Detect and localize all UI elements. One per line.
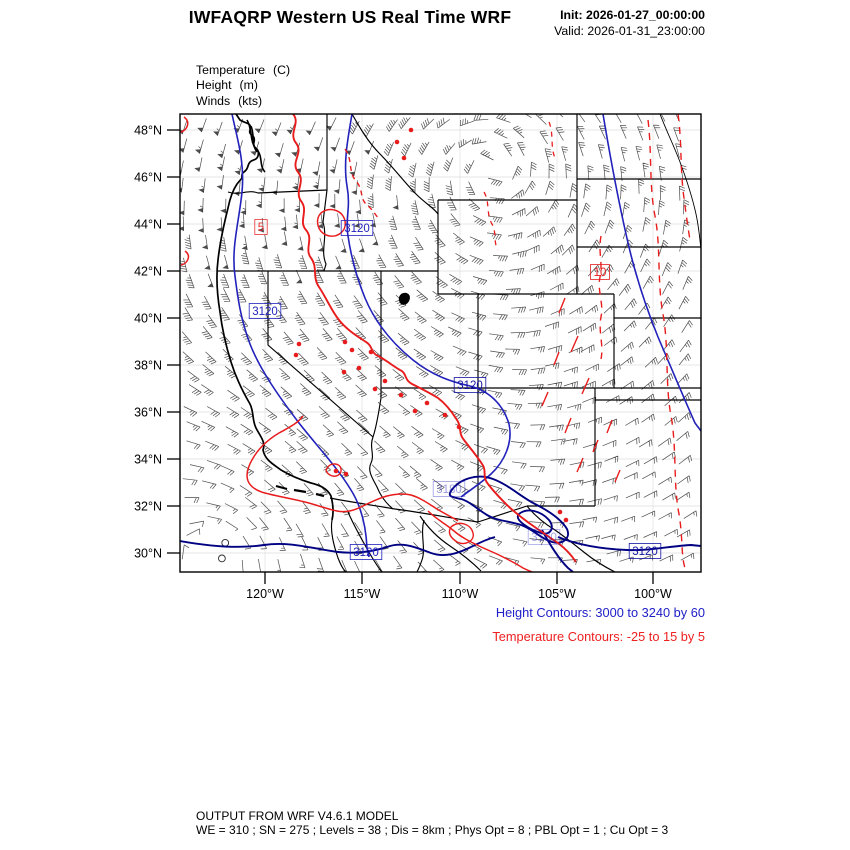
height-contour (471, 537, 495, 547)
temperature-contour (549, 122, 555, 158)
state-border (373, 388, 381, 437)
lon-tick-label: 105°W (538, 587, 576, 601)
temperature-contour-dot (425, 401, 430, 406)
init-time: Init: 2026-01-27_00:00:00 (560, 8, 705, 22)
page-title: IWFAQRP Western US Real Time WRF (188, 7, 512, 27)
temperature-contour (293, 114, 576, 562)
state-borders (217, 114, 701, 572)
temperature-contour-dot (402, 156, 407, 161)
footer-model-line: OUTPUT FROM WRF V4.6.1 MODEL (196, 809, 399, 823)
contour-label: 3120 (457, 380, 483, 392)
model-footer (196, 809, 668, 838)
temperature-contour-dot (413, 409, 418, 414)
height-contours (180, 114, 701, 572)
temperature-contour-dot (409, 128, 414, 133)
temperature-contour-dot (334, 469, 339, 474)
state-border (352, 114, 438, 214)
channel-islands (276, 486, 287, 489)
temperature-contour (181, 251, 188, 265)
temperature-contour-dot (369, 350, 374, 355)
height-contour-caption: Height Contours: 3000 to 3240 by 60 (495, 605, 705, 620)
map-frame (180, 114, 701, 572)
lat-tick-label: 30°N (134, 546, 162, 561)
contour-label: 3120 (252, 306, 278, 318)
contour-label: 3180 (531, 532, 557, 544)
state-border (420, 516, 481, 571)
contour-label: 3120 (353, 547, 379, 559)
contour-label: 10 (593, 267, 607, 279)
calm-wind-icon (222, 539, 229, 546)
valid-time: Valid: 2026-01-31_23:00:00 (554, 23, 705, 38)
legend-row-winds: Winds (kts) (196, 93, 263, 108)
wind-barbs (176, 105, 697, 575)
lat-tick-label: 32°N (134, 499, 162, 514)
temperature-contour-dot (457, 425, 462, 430)
state-border (323, 114, 327, 271)
temperature-contour-dot (558, 510, 563, 515)
temperature-contour-dot (342, 370, 347, 375)
temperature-contour-dot (357, 366, 362, 371)
legend-row-height: Height (m) (196, 78, 258, 93)
graticule (180, 114, 701, 572)
temperature-contour-dot (373, 387, 378, 392)
lon-tick-label: 115°W (343, 587, 381, 601)
lon-tick-label: 110°W (441, 587, 479, 601)
temperature-contour (599, 236, 602, 359)
height-contour (603, 114, 701, 431)
lat-tick-label: 34°N (134, 452, 162, 467)
lon-tick-label: 100°W (634, 587, 672, 601)
temperature-contour-dot (383, 379, 388, 384)
map-frame-rect (180, 114, 701, 572)
temperature-contour-dot (395, 140, 400, 145)
lat-tick-label: 36°N (134, 405, 162, 420)
river (660, 114, 701, 250)
temperature-contour-caption: Temperature Contours: -25 to 15 by 5 (492, 629, 705, 644)
lat-tick-label: 42°N (134, 264, 162, 279)
temperature-contour-dot (350, 348, 355, 353)
channel-islands (294, 490, 306, 492)
temperature-contour-dot (297, 342, 302, 347)
state-border (417, 520, 424, 572)
contour-label: 5 (257, 222, 265, 234)
contour-label: 3120 (632, 546, 658, 558)
lat-tick-label: 44°N (134, 217, 162, 232)
temperature-contour-dot (564, 518, 569, 523)
temperature-contour-dot (294, 353, 299, 358)
wind-barb-strokes (179, 105, 697, 575)
lat-tick-label: 38°N (134, 358, 162, 373)
height-contour (346, 114, 511, 497)
footer-config-line: WE = 310 ; SN = 275 ; Levels = 38 ; Dis = 8km ; Phys Opt = 8 ; PBL Opt = 1 ; Cu Opt = 3 (196, 823, 669, 838)
temperature-contour-dot (344, 472, 349, 477)
lon-tick-label: 120°W (246, 587, 284, 601)
calm-wind-icon (218, 555, 225, 562)
puget-sound (247, 120, 265, 172)
temperature-contour-dot (343, 340, 348, 345)
lat-tick-label: 46°N (134, 170, 162, 185)
temperature-contour-dot (443, 413, 448, 418)
temperature-contour-dot (399, 393, 404, 398)
contour-label: 3120 (344, 223, 370, 235)
legend-row-temperature: Temperature (C) (196, 63, 291, 77)
wind-barb-pennants (176, 126, 399, 287)
channel-islands (316, 494, 324, 496)
lat-tick-label: 40°N (134, 311, 162, 326)
contour-label: 3180 (436, 484, 462, 496)
lat-tick-label: 48°N (134, 123, 162, 138)
great-salt-lake (399, 293, 409, 304)
temperature-contour (345, 149, 380, 220)
temperature-contour (484, 192, 498, 250)
